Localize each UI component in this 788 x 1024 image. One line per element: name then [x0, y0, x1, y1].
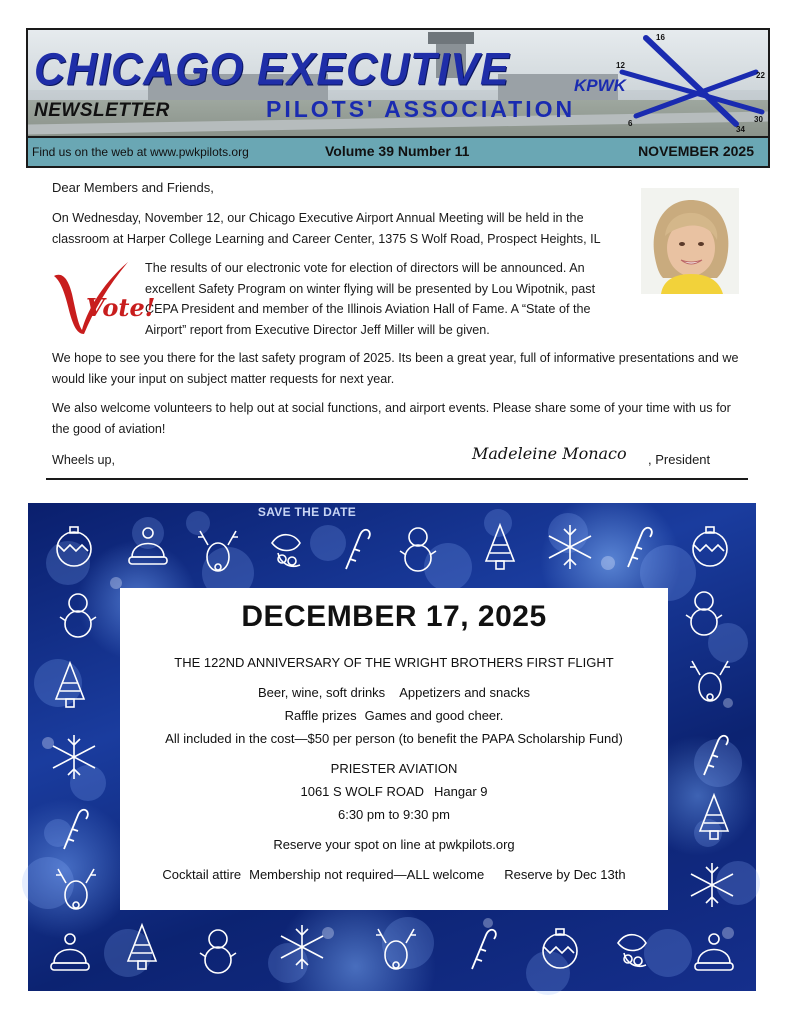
president-signature: Madeleine Monaco — [472, 444, 627, 463]
save-the-date-label — [28, 505, 756, 519]
event-cost: All included in the cost—$50 per person (to benefit the PAPA Scholarship Fund) — [165, 731, 623, 746]
snowflake-icon — [688, 861, 736, 909]
letter-paragraph-vote: The results of our electronic vote for election of directors will be announced. An excellent Safety Program on winter flying will be presented by Lou Wipotnik, past CEPA President and member of the Illinois Aviation Hall of Fame. A “State of the Airport” report from Executive Director Jeff Miller will be given. — [145, 261, 596, 337]
letter-paragraph-safety: We hope to see you there for the last safety program of 2025. Its been a great year, full of informative presentations and we would like your input on subject matter requests for next year. — [52, 351, 739, 386]
signature-title: , President — [648, 452, 711, 467]
snowman-icon — [56, 589, 100, 639]
runway-diagram-icon — [616, 32, 766, 132]
letter-paragraph-meeting: On Wednesday, November 12, our Chicago Executive Airport Annual Meeting will be held in the classroom at Harper College Learning and Career Center, 1375 S Wolf Road, Prospect Heights, IL — [52, 211, 601, 246]
ornament-icon — [538, 923, 582, 971]
section-divider — [46, 478, 748, 480]
holly-icon — [610, 923, 656, 973]
runway-number: 6 — [628, 119, 633, 128]
airport-code: KPWK — [574, 76, 626, 95]
snowflake-icon — [50, 733, 98, 781]
tree-icon — [122, 921, 162, 973]
runway-number: 30 — [754, 115, 763, 124]
letter-paragraph-volunteers: We also welcome volunteers to help out at social functions, and airport events. Please share some of your time with us for the good of aviation! — [52, 401, 731, 436]
snowman-icon — [196, 925, 240, 975]
masthead-info-bar — [28, 136, 768, 166]
candy-cane-icon — [334, 521, 374, 573]
tree-icon — [694, 791, 734, 843]
reindeer-icon — [372, 923, 420, 973]
event-snacks: Appetizers and snacks — [399, 685, 530, 700]
reindeer-icon — [52, 863, 100, 913]
tree-icon — [480, 521, 520, 573]
volume-number: Volume 39 Number 11 — [325, 143, 470, 159]
save-the-date-flyer — [28, 503, 756, 991]
event-address — [120, 783, 668, 801]
hat-icon — [124, 521, 172, 567]
issue-date: NOVEMBER 2025 — [638, 143, 754, 159]
event-raffle: Raffle prizes — [284, 708, 357, 723]
president-photo — [641, 188, 739, 294]
snowflake-icon — [278, 923, 326, 971]
event-membership: Membership not required—ALL welcome — [249, 867, 485, 882]
runway-number: 22 — [756, 71, 765, 80]
save-the-date-text: SAVE THE DATE — [257, 505, 357, 519]
runway-number: 12 — [616, 61, 625, 70]
event-entertainment — [120, 707, 668, 725]
candy-cane-icon — [52, 801, 92, 853]
newsletter-label: NEWSLETTER — [34, 100, 170, 121]
event-attire — [120, 866, 668, 884]
candy-cane-icon — [460, 921, 500, 973]
event-refreshments — [120, 684, 668, 702]
candy-cane-icon — [616, 519, 656, 571]
runway-number: 16 — [656, 33, 665, 42]
association-name: PILOTS' ASSOCIATION — [266, 96, 576, 122]
event-reserve-online: Reserve your spot on line at pwkpilots.org — [273, 837, 515, 852]
letter-greeting: Dear Members and Friends, — [52, 180, 214, 195]
event-details-card — [120, 588, 668, 910]
holly-icon — [264, 523, 310, 573]
vote-logo-icon — [52, 258, 156, 336]
event-games: Games and good cheer. — [364, 708, 504, 723]
reindeer-icon — [194, 525, 242, 575]
letter-closing: Wheels up, — [52, 453, 115, 467]
snowman-icon — [396, 523, 440, 573]
newsletter-title: CHICAGO EXECUTIVE — [34, 44, 510, 96]
hat-icon — [690, 927, 738, 973]
candy-cane-icon — [692, 727, 732, 779]
ornament-icon — [688, 521, 732, 569]
tree-icon — [50, 659, 90, 711]
reindeer-icon — [686, 655, 734, 705]
event-time: 6:30 pm to 9:30 pm — [337, 807, 450, 822]
vote-logo-text: Vote! — [86, 293, 156, 322]
event-hangar: Hangar 9 — [434, 784, 488, 799]
masthead — [26, 28, 770, 168]
event-date: DECEMBER 17, 2025 — [241, 600, 547, 633]
event-drinks: Beer, wine, soft drinks — [258, 685, 386, 700]
event-reserve-deadline: Reserve by Dec 13th — [504, 867, 626, 882]
event-dress-code: Cocktail attire — [162, 867, 242, 882]
event-street: 1061 S WOLF ROAD — [300, 784, 425, 799]
snowman-icon — [682, 587, 726, 637]
runway-number: 34 — [736, 125, 745, 134]
hat-icon — [46, 927, 94, 973]
event-venue: PRIESTER AVIATION — [330, 761, 458, 776]
snowflake-icon — [546, 523, 594, 571]
website-text: Find us on the web at www.pwkpilots.org — [32, 145, 249, 159]
event-subtitle: THE 122ND ANNIVERSARY OF THE WRIGHT BROTHERS FIRST FLIGHT — [174, 655, 614, 670]
ornament-icon — [52, 521, 96, 569]
